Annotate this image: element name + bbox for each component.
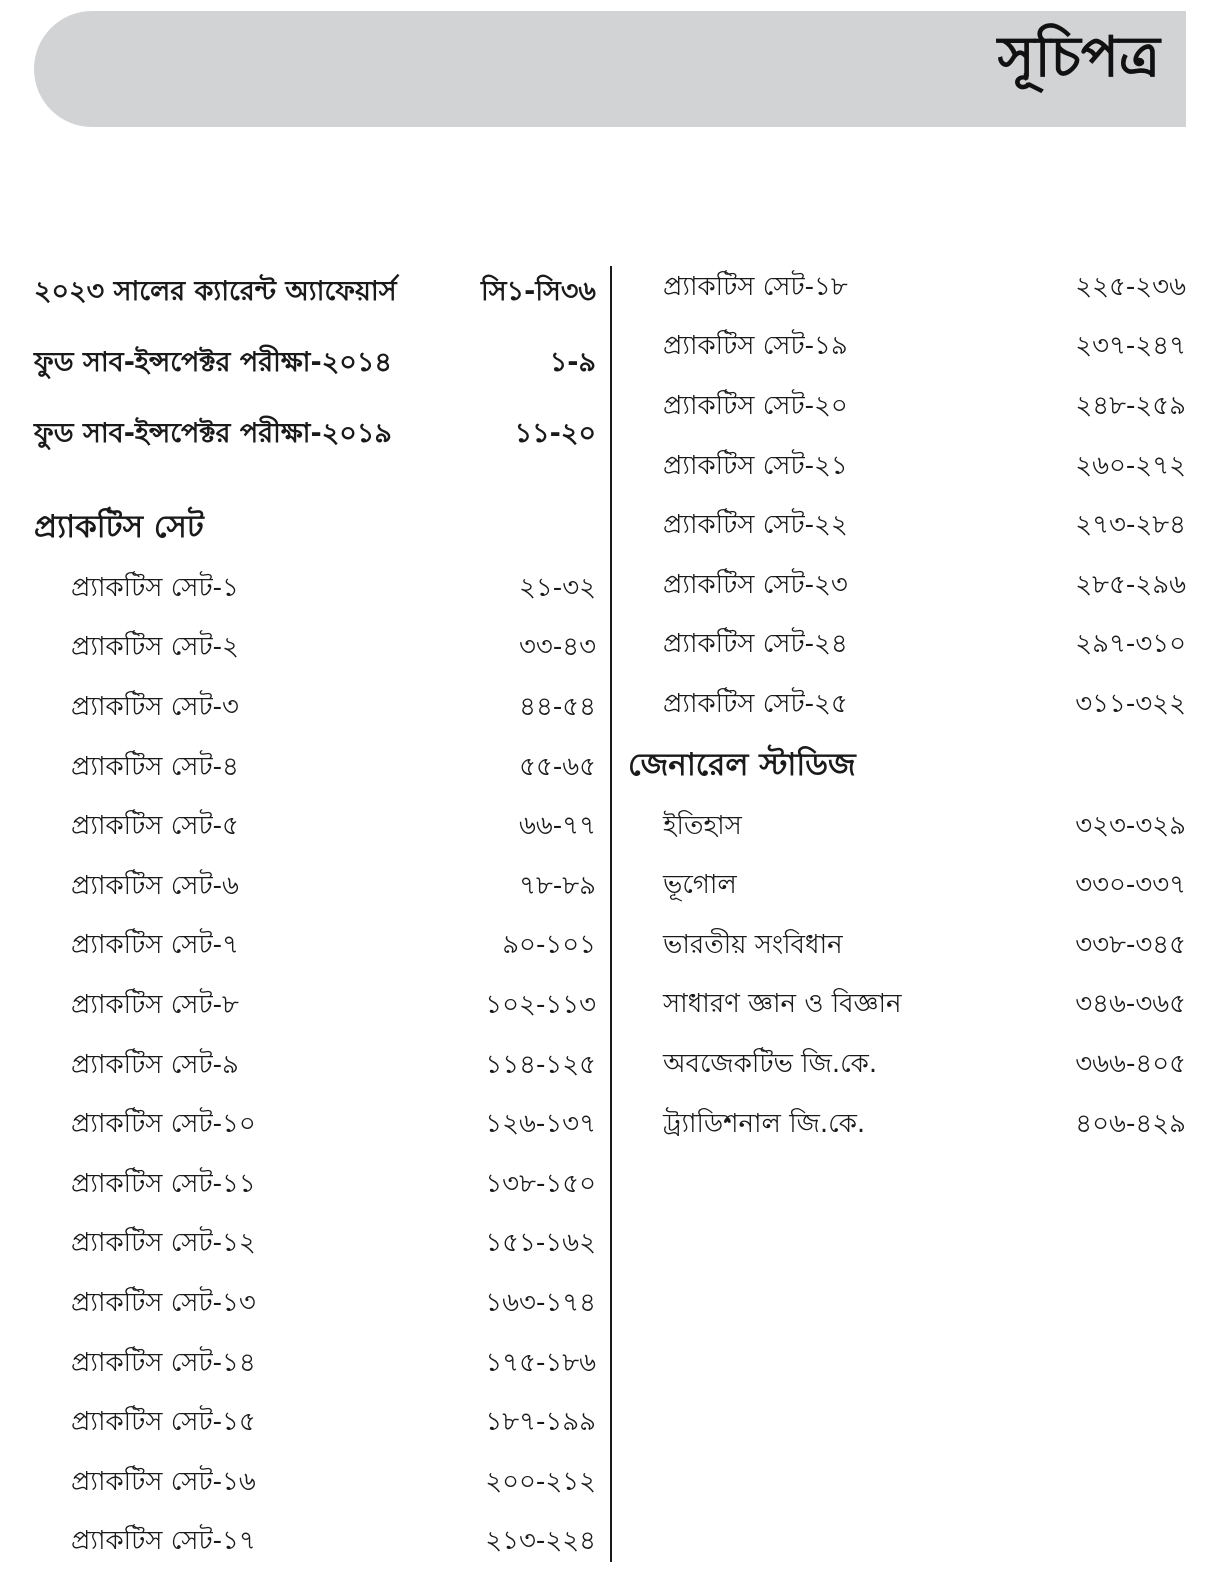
toc-entry-pages: ৩৩০-৩৩৭: [1075, 870, 1186, 901]
toc-entry-pages: ২১৩-২২৪: [485, 1526, 596, 1557]
toc-left-column: [34, 258, 596, 1572]
toc-entry-pages: ৬৬-৭৭: [518, 811, 596, 842]
toc-entry-pages: ২৯৭-৩১০: [1075, 629, 1186, 660]
toc-entry[interactable]: [628, 318, 1186, 378]
toc-entry-pages: ২৭৩-২৮৪: [1075, 510, 1186, 541]
toc-entry-pages: সি১-সি৩৬: [481, 276, 596, 307]
toc-entry[interactable]: [34, 678, 596, 738]
toc-entry[interactable]: [628, 797, 1186, 857]
toc-entry[interactable]: [34, 400, 596, 471]
toc-entry-pages: ১৭৫-১৮৬: [485, 1347, 596, 1378]
toc-entry-pages: ২৪৮-২৫৯: [1075, 390, 1186, 421]
toc-entry-label: সাধারণ জ্ঞান ও বিজ্ঞান: [663, 989, 902, 1020]
toc-entry-label: প্র্যাকটিস সেট-৬: [71, 870, 239, 901]
practice-set-list: [34, 559, 596, 1572]
toc-entry-pages: ১০২-১১৩: [485, 989, 596, 1020]
toc-entry[interactable]: [34, 258, 596, 329]
toc-entry-label: প্র্যাকটিস সেট-১৩: [71, 1287, 256, 1318]
toc-entry[interactable]: [34, 797, 596, 857]
toc-entry-label: ট্র্যাডিশনাল জি.কে.: [663, 1108, 866, 1139]
toc-entry-pages: ৩৬৬-৪০৫: [1075, 1048, 1186, 1079]
toc-entry-label: প্র্যাকটিস সেট-১: [71, 572, 239, 603]
toc-entry[interactable]: [34, 1215, 596, 1275]
section-heading-practice-sets: [34, 471, 596, 559]
toc-entry[interactable]: [34, 1334, 596, 1394]
toc-entry-pages: ১৬৩-১৭৪: [485, 1287, 596, 1318]
toc-entry[interactable]: [628, 496, 1186, 556]
toc-entry-label: প্র্যাকটিস সেট-১৯: [663, 331, 848, 362]
toc-entry-label: প্র্যাকটিস সেট-১৫: [71, 1407, 256, 1438]
toc-entry-label: প্র্যাকটিস সেট-৭: [71, 930, 239, 961]
toc-entry-pages: ২৩৭-২৪৭: [1075, 331, 1186, 362]
toc-entry-label: ২০২৩ সালের ক্যারেন্ট অ্যাফেয়ার্স: [34, 276, 397, 307]
toc-entry-label: প্র্যাকটিস সেট-৩: [71, 691, 239, 722]
column-divider: [610, 266, 612, 1562]
toc-entry-label: প্র্যাকটিস সেট-২১: [663, 450, 848, 481]
toc-entry-pages: ২২৫-২৩৬: [1075, 271, 1186, 302]
toc-entry-pages: ২১-৩২: [519, 572, 596, 603]
toc-entry-label: প্র্যাকটিস সেট-১৪: [71, 1347, 256, 1378]
toc-entry-pages: ৯০-১০১: [502, 930, 596, 961]
toc-entry[interactable]: [34, 1095, 596, 1155]
toc-entry[interactable]: [34, 559, 596, 619]
toc-entry[interactable]: [628, 916, 1186, 976]
toc-entry-label: প্র্যাকটিস সেট-২৫: [663, 688, 848, 719]
toc-entry-pages: ৩২৩-৩২৯: [1075, 810, 1186, 841]
toc-entry-label: প্র্যাকটিস সেট-৪: [71, 751, 239, 782]
toc-entry-label: ভূগোল: [663, 870, 737, 901]
toc-entry[interactable]: [34, 917, 596, 977]
toc-entry-label: প্র্যাকটিস সেট-৫: [71, 811, 239, 842]
toc-entry[interactable]: [628, 377, 1186, 437]
toc-entry[interactable]: [628, 556, 1186, 616]
toc-entry-pages: ১১৪-১২৫: [485, 1049, 596, 1080]
toc-entry-label: প্র্যাকটিস সেট-১০: [71, 1109, 256, 1140]
toc-entry-pages: ১৫১-১৬২: [485, 1228, 596, 1259]
toc-entry[interactable]: [34, 1155, 596, 1215]
toc-entry-pages: ৭৮-৮৯: [519, 870, 596, 901]
toc-entry-label: প্র্যাকটিস সেট-২: [71, 632, 239, 663]
toc-entry-pages: ৩১১-৩২২: [1075, 688, 1186, 719]
toc-entry-label: প্র্যাকটিস সেট-২৩: [663, 569, 848, 600]
toc-entry-label: প্র্যাকটিস সেট-১৭: [71, 1526, 256, 1557]
toc-entry[interactable]: [34, 1513, 596, 1573]
toc-entry[interactable]: [34, 738, 596, 798]
toc-entry-label: প্র্যাকটিস সেট-২৪: [663, 629, 848, 660]
toc-entry-label: ফুড সাব-ইন্সপেক্টর পরীক্ষা-২০১৯: [34, 418, 392, 449]
section-heading-general-studies: [628, 735, 1186, 797]
section-heading-label: জেনারেল স্টাডিজ: [628, 746, 856, 783]
toc-entry-label: ভারতীয় সংবিধান: [663, 929, 843, 960]
toc-entry-pages: ৩৪৬-৩৬৫: [1075, 989, 1186, 1020]
toc-entry-pages: ২০০-২১২: [485, 1466, 596, 1497]
toc-entry[interactable]: [628, 1035, 1186, 1095]
toc-right-column: [628, 258, 1186, 1154]
toc-entry[interactable]: [628, 976, 1186, 1036]
toc-entry[interactable]: [628, 675, 1186, 735]
toc-entry[interactable]: [34, 329, 596, 400]
toc-entry[interactable]: [628, 258, 1186, 318]
toc-entry-pages: ১-৯: [549, 347, 596, 378]
toc-entry-label: প্র্যাকটিস সেট-১২: [71, 1228, 256, 1259]
page-title: সূচিপত্র: [997, 24, 1160, 90]
toc-entry-label: প্র্যাকটিস সেট-২২: [663, 510, 848, 541]
toc-entry[interactable]: [34, 1274, 596, 1334]
general-studies-list: [628, 797, 1186, 1155]
toc-entry-pages: ১৮৭-১৯৯: [485, 1407, 596, 1438]
toc-entry[interactable]: [34, 1393, 596, 1453]
toc-entry-label: প্র্যাকটিস সেট-১৬: [71, 1466, 256, 1497]
toc-entry-pages: ৩৩৮-৩৪৫: [1075, 929, 1186, 960]
toc-entry-label: প্র্যাকটিস সেট-১১: [71, 1168, 256, 1199]
toc-entry-pages: ৩৩-৪৩: [519, 632, 596, 663]
toc-entry[interactable]: [628, 1095, 1186, 1155]
toc-entry-pages: ৪৪-৫৪: [519, 691, 596, 722]
toc-entry[interactable]: [628, 616, 1186, 676]
toc-entry-label: ইতিহাস: [663, 810, 742, 841]
toc-entry[interactable]: [34, 857, 596, 917]
toc-entry-pages: ২৬০-২৭২: [1075, 450, 1186, 481]
toc-entry[interactable]: [34, 976, 596, 1036]
toc-entry-label: প্র্যাকটিস সেট-২০: [663, 390, 848, 421]
toc-entry-pages: ২৮৫-২৯৬: [1075, 569, 1186, 600]
toc-entry[interactable]: [34, 619, 596, 679]
toc-entry-label: প্র্যাকটিস সেট-৯: [71, 1049, 239, 1080]
toc-entry[interactable]: [628, 437, 1186, 497]
toc-entry-pages: ৪০৬-৪২৯: [1075, 1108, 1186, 1139]
toc-entry[interactable]: [628, 856, 1186, 916]
toc-entry[interactable]: [34, 1036, 596, 1096]
toc-entry-pages: ১২৬-১৩৭: [485, 1109, 596, 1140]
header-band: [34, 11, 1186, 127]
toc-entry-label: প্র্যাকটিস সেট-১৮: [663, 271, 848, 302]
toc-entry-pages: ১৩৮-১৫০: [485, 1168, 596, 1199]
practice-set-list: [628, 258, 1186, 735]
toc-entry-pages: ১১-২০: [514, 418, 596, 449]
toc-entry-pages: ৫৫-৬৫: [519, 751, 596, 782]
toc-entry-label: ফুড সাব-ইন্সপেক্টর পরীক্ষা-২০১৪: [34, 347, 392, 378]
toc-entry-label: প্র্যাকটিস সেট-৮: [71, 989, 239, 1020]
toc-entry-label: অবজেকটিভ জি.কে.: [663, 1048, 878, 1079]
toc-entry[interactable]: [34, 1453, 596, 1513]
section-heading-label: প্র্যাকটিস সেট: [34, 509, 204, 545]
